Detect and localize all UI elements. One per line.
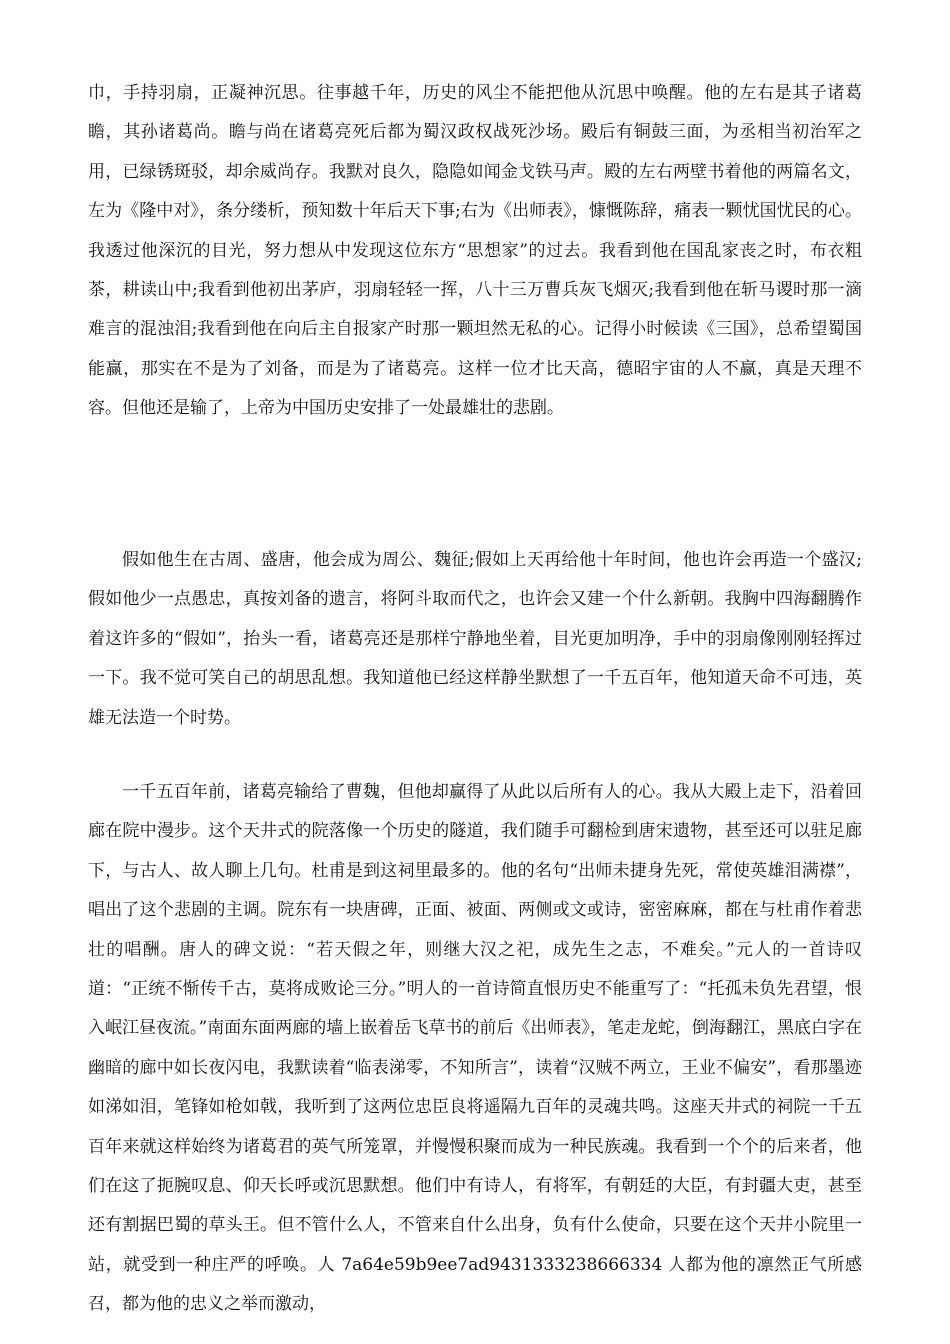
paragraph-2: 假如他生在古周、盛唐，他会成为周公、魏征;假如上天再给他十年时间，他也许会再造一个盛汉;假如他少一点愚忠，真按刘备的遗言，将阿斗取而代之，也许会又建一个什么新朝。我胸中四海翻腾作着这许多的“假如”，抬头一看，诸葛亮还是那样宁静地坐着，目光更加明净，手中的羽扇像刚刚轻挥过一下。我不觉可笑自己的胡思乱想。我知道他已经这样静坐默想了一千五百年，他知道天命不可违，英雄无法造一个时势。 xyxy=(88,550,862,728)
paragraph-3: 一千五百年前，诸葛亮输给了曹魏，但他却赢得了从此以后所有人的心。我从大殿上走下，沿着回廊在院中漫步。这个天井式的院落像一个历史的隧道，我们随手可翻检到唐宋遗物，甚至还可以驻足廊下，与古人、故人聊上几句。杜甫是到这祠里最多的。他的名句“出师未捷身先死，常使英雄泪满襟”，唱出了这个悲剧的主调。院东有一块唐碑，正面、被面、两侧或文或诗，密密麻麻，都在与杜甫作着悲壮的唱酬。唐人的碑文说：“若天假之年，则继大汉之祀，成先生之志，不难矣。”元人的一首诗叹道：“正统不惭传千古，莫将成败论三分。”明人的一首诗简直恨历史不能重写了：“托孤未负先君望，恨入岷江昼夜流。”南面东面两廊的墙上嵌着岳飞草书的前后《出师表》，笔走龙蛇，倒海翻江，黑底白字在幽暗的廊中如长夜闪电，我默读着“临表涕零，不知所言”，读着“汉贼不两立，王业不偏安”，看那墨迹如涕如泪，笔锋如枪如戟，我听到了这两位忠臣良将遥隔九百年的灵魂共鸣。这座天井式的祠院一千五百年来就这样始终为诸葛君的英气所笼罩，并慢慢积聚而成为一种民族魂。我看到一个个的后来者，他们在这了扼腕叹息、仰天长呼或沉思默想。他们中有诗人，有将军，有朝廷的大臣，有封疆大吏，甚至还有割据巴蜀的草头王。但不管什么人，不管来自什么出身，负有什么使命，只要在这个天井小院里一站，就受到一种庄严的呼唤。人 7a64e59b9ee7ad9431333238666334 人都为他的凛然正气所感召，都为他的忠义之举而激动， xyxy=(88,782,862,1315)
paragraph-1: 巾，手持羽扇，正凝神沉思。往事越千年，历史的风尘不能把他从沉思中唤醒。他的左右是其子诸葛瞻，其孙诸葛尚。瞻与尚在诸葛亮死后都为蜀汉政权战死沙场。殿后有铜鼓三面，为丞相当初治军之用，已绿锈斑驳，却余威尚存。我默对良久，隐隐如闻金戈铁马声。殿的左右两壁书着他的两篇名文，左为《隆中对》，条分缕析，预知数十年后天下事;右为《出师表》，慷慨陈辞，痛表一颗忧国忧民的心。我透过他深沉的目光，努力想从中发现这位东方“思想家”的过去。我看到他在国乱家丧之时，布衣粗茶，耕读山中;我看到他初出茅庐，羽扇轻轻一挥，八十三万曹兵灰飞烟灭;我看到他在斩马谡时那一滴难言的混浊泪;我看到他在向后主自报家产时那一颗坦然无私的心。记得小时候读《三国》，总希望蜀国能赢，那实在不是为了刘备，而是为了诸葛亮。这样一位才比天高，德昭宇宙的人不赢，真是天理不容。但他还是输了，上帝为中国历史安排了一处最雄壮的悲剧。 xyxy=(88,83,862,419)
